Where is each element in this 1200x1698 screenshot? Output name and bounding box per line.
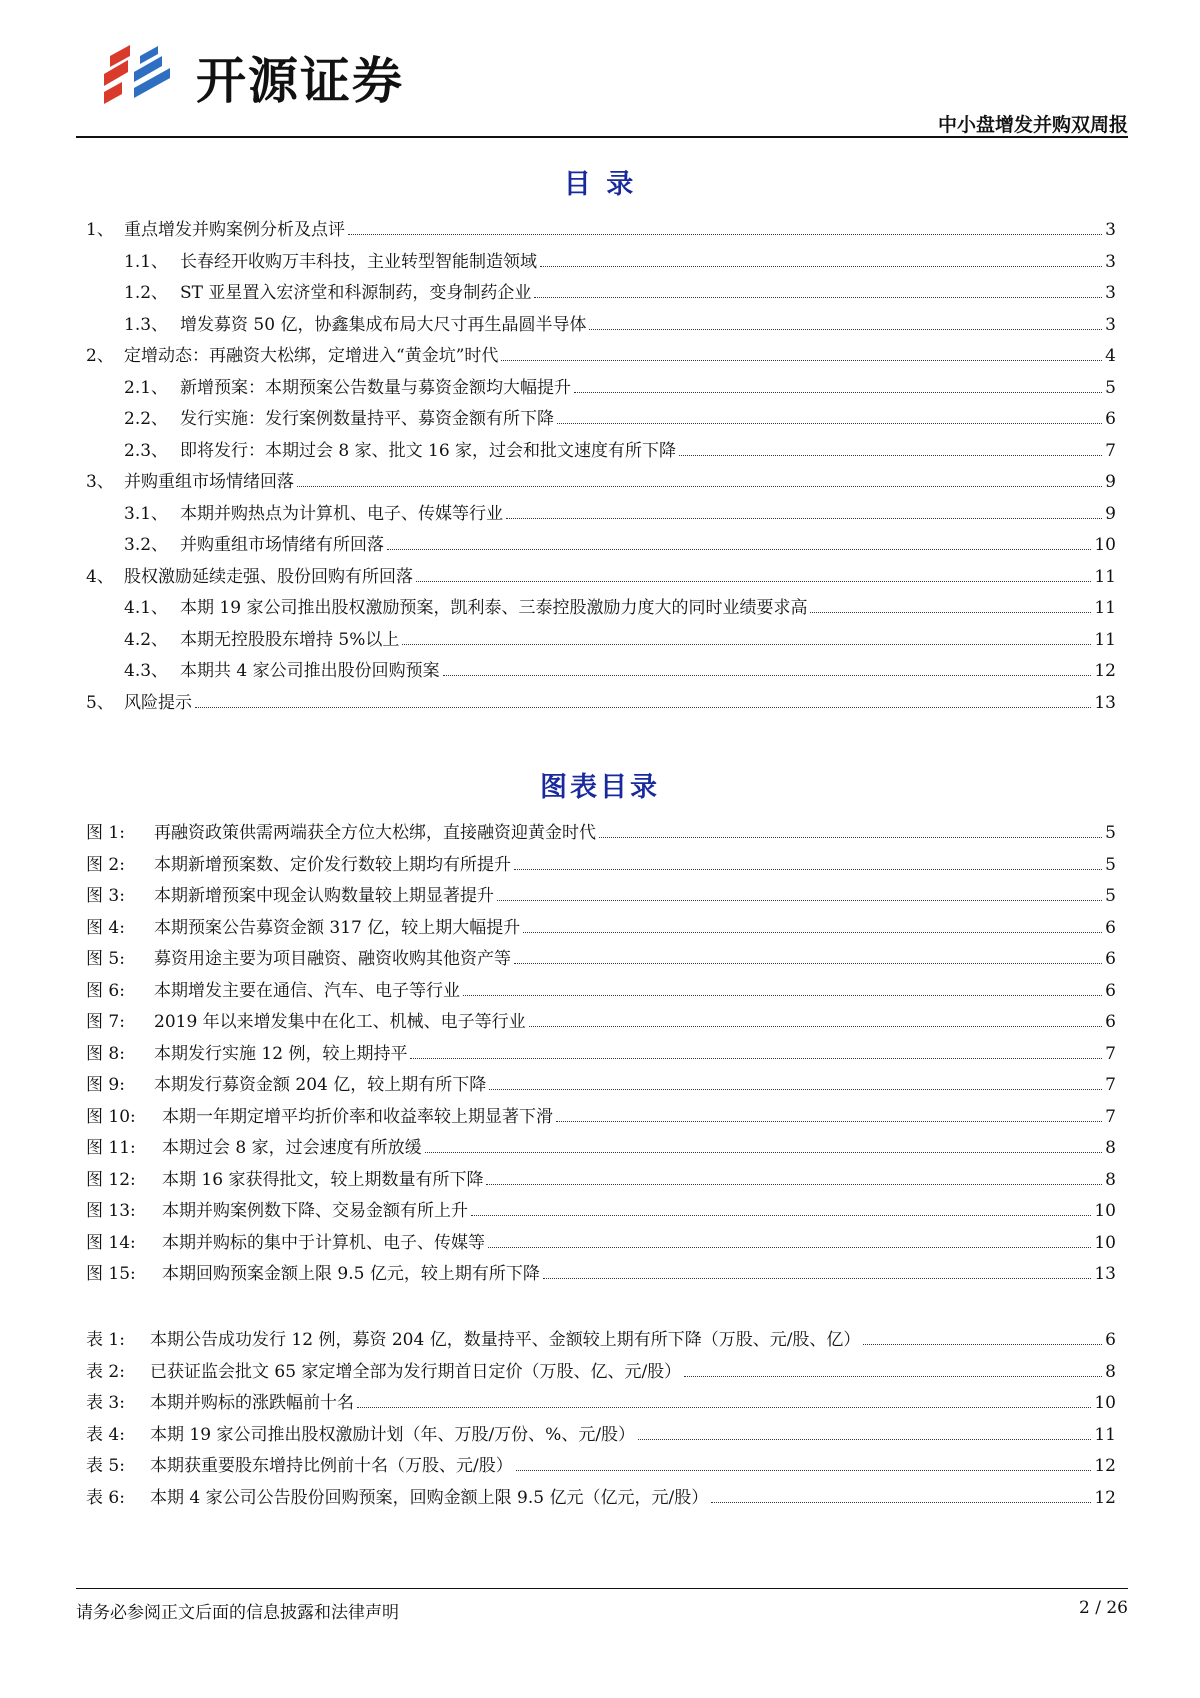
toc-entry-title: 本期共 4 家公司推出股份回购预案 — [180, 661, 440, 681]
figure-entry[interactable] — [86, 1039, 1116, 1071]
figure-entry-page: 8 — [1105, 1138, 1116, 1158]
toc-entry[interactable] — [86, 656, 1116, 688]
dot-leader — [506, 517, 1102, 519]
toc-entry-page: 4 — [1105, 346, 1116, 366]
table-entry-number: 表 6: — [86, 1487, 125, 1508]
toc-entry[interactable] — [86, 278, 1116, 310]
toc-entry-title: 本期并购热点为计算机、电子、传媒等行业 — [180, 503, 503, 524]
dot-leader — [543, 1277, 1092, 1279]
toc-entry[interactable] — [86, 215, 1116, 247]
table-entry-title: 本期 19 家公司推出股权激励计划（年、万股/万份、%、元/股） — [150, 1424, 636, 1445]
toc-entry-title: ST 亚星置入宏济堂和科源制药，变身制药企业 — [180, 283, 532, 303]
dot-leader — [410, 1057, 1102, 1059]
toc-entry[interactable] — [86, 625, 1116, 657]
report-type: 中小盘增发并购双周报 — [937, 114, 1128, 136]
figure-entry[interactable] — [86, 1007, 1116, 1039]
dot-leader — [501, 359, 1102, 361]
figure-entry-page: 8 — [1105, 1169, 1116, 1190]
table-entry-title: 已获证监会批文 65 家定增全部为发行期首日定价（万股、亿、元/股） — [150, 1361, 682, 1382]
dot-leader — [516, 1469, 1092, 1471]
toc-entry-number: 5、 — [86, 692, 114, 713]
table-entry-title: 本期 4 家公司公告股份回购预案，回购金额上限 9.5 亿元（亿元，元/股） — [150, 1487, 709, 1508]
toc-entry[interactable] — [86, 373, 1116, 405]
figure-entry-page: 6 — [1105, 917, 1116, 938]
toc-entry[interactable] — [86, 499, 1116, 531]
legal-disclaimer: 请务必参阅正文后面的信息披露和法律声明 — [76, 1603, 399, 1623]
figure-entry-title: 本期增发主要在通信、汽车、电子等行业 — [154, 980, 460, 1001]
toc-entry-number: 1、 — [86, 220, 114, 240]
figure-entry-number: 图 11: — [86, 1138, 136, 1158]
toc-entry-number: 4.1、 — [124, 598, 169, 618]
toc-entry[interactable] — [86, 530, 1116, 562]
table-entry[interactable] — [86, 1483, 1116, 1515]
figure-entry-number: 图 9: — [86, 1075, 125, 1095]
figure-entry-page: 5 — [1105, 823, 1116, 843]
toc-entry-number: 3.2、 — [124, 535, 169, 555]
figure-entry[interactable] — [86, 1133, 1116, 1165]
dot-leader — [599, 836, 1102, 838]
page-indicator: 2 / 26 — [1079, 1598, 1128, 1618]
dot-leader — [416, 580, 1091, 582]
figure-entry[interactable] — [86, 1165, 1116, 1197]
toc-entry-page: 11 — [1094, 566, 1116, 587]
figure-entry-title: 本期发行募资金额 204 亿，较上期有所下降 — [154, 1075, 487, 1095]
dot-leader — [387, 548, 1091, 550]
toc-entry[interactable] — [86, 341, 1116, 373]
figure-entry-title: 本期并购标的集中于计算机、电子、传媒等 — [162, 1232, 485, 1253]
table-entry-number: 表 5: — [86, 1456, 125, 1476]
toc-entry[interactable] — [86, 688, 1116, 720]
toc-entry[interactable] — [86, 562, 1116, 594]
toc-entry-number: 2.1、 — [124, 377, 169, 398]
dot-leader — [523, 931, 1102, 933]
table-entry-page: 6 — [1105, 1330, 1116, 1350]
figure-entry-number: 图 15: — [86, 1264, 136, 1284]
toc-entry-page: 6 — [1105, 409, 1116, 429]
dot-leader — [489, 1088, 1102, 1090]
toc-entry[interactable] — [86, 247, 1116, 279]
dot-leader — [348, 233, 1102, 235]
toc-entry-number: 1.2、 — [124, 283, 169, 303]
dot-leader — [402, 643, 1091, 645]
table-entry[interactable] — [86, 1420, 1116, 1452]
toc-entry-title: 风险提示 — [124, 692, 192, 713]
figure-entry-page: 6 — [1105, 949, 1116, 969]
figure-entry[interactable] — [86, 850, 1116, 882]
figure-entry-title: 本期回购预案金额上限 9.5 亿元，较上期有所下降 — [162, 1264, 540, 1284]
table-entry[interactable] — [86, 1388, 1116, 1420]
figure-entry-page: 10 — [1094, 1232, 1116, 1253]
figure-list-title: 图表目录 — [540, 772, 660, 803]
toc-entry-title: 并购重组市场情绪有所回落 — [180, 535, 384, 555]
footer-divider — [76, 1588, 1128, 1589]
figure-entry-number: 图 12: — [86, 1169, 136, 1190]
table-entry[interactable] — [86, 1357, 1116, 1389]
dot-leader — [486, 1183, 1102, 1185]
figure-entry[interactable] — [86, 1228, 1116, 1260]
dot-leader — [679, 454, 1102, 456]
dot-leader — [488, 1246, 1091, 1248]
toc-entry-page: 3 — [1105, 283, 1116, 303]
table-entry-page: 8 — [1105, 1361, 1116, 1382]
toc-entry-page: 3 — [1105, 220, 1116, 240]
table-list — [86, 1325, 1116, 1514]
figure-entry-title: 2019 年以来增发集中在化工、机械、电子等行业 — [154, 1012, 526, 1032]
toc-entry-title: 发行实施：发行案例数量持平、募资金额有所下降 — [180, 409, 554, 429]
dot-leader — [297, 485, 1102, 487]
figure-entry-page: 5 — [1105, 854, 1116, 875]
figure-entry-number: 图 6: — [86, 980, 125, 1001]
figure-entry-title: 本期 16 家获得批文，较上期数量有所下降 — [162, 1169, 484, 1190]
toc-entry-number: 3.1、 — [124, 503, 169, 524]
table-entry-title: 本期公告成功发行 12 例，募资 204 亿，数量持平、金额较上期有所下降（万股、元/股、亿） — [150, 1330, 861, 1350]
figure-entry-title: 募资用途主要为项目融资、融资收购其他资产等 — [154, 949, 511, 969]
toc-entry-number: 1.3、 — [124, 314, 169, 335]
dot-leader — [471, 1214, 1091, 1216]
table-entry-number: 表 2: — [86, 1361, 125, 1382]
figure-entry[interactable] — [86, 1196, 1116, 1228]
toc-entry-number: 1.1、 — [124, 251, 169, 272]
toc-entry-title: 重点增发并购案例分析及点评 — [124, 220, 345, 240]
toc-entry-page: 5 — [1105, 377, 1116, 398]
figure-entry-number: 图 2: — [86, 854, 125, 875]
figure-entry-number: 图 14: — [86, 1232, 136, 1253]
figure-entry[interactable] — [86, 818, 1116, 850]
toc-entry[interactable] — [86, 310, 1116, 342]
dot-leader — [589, 328, 1102, 330]
table-entry-title: 本期并购标的涨跌幅前十名 — [150, 1393, 354, 1413]
toc-entry-title: 即将发行：本期过会 8 家、批文 16 家，过会和批文速度有所下降 — [180, 440, 677, 461]
figure-entry-page: 7 — [1105, 1106, 1116, 1127]
toc-entry-number: 4.2、 — [124, 629, 169, 650]
figure-entry-title: 本期发行实施 12 例，较上期持平 — [154, 1043, 408, 1064]
toc-entry-title: 长春经开收购万丰科技，主业转型智能制造领域 — [180, 251, 537, 272]
dot-leader — [684, 1375, 1102, 1377]
toc-entry-page: 9 — [1105, 472, 1116, 492]
dot-leader — [534, 296, 1102, 298]
toc-entry-number: 2.3、 — [124, 440, 169, 461]
figure-entry-page: 6 — [1105, 980, 1116, 1001]
toc-entry-title: 本期 19 家公司推出股权激励预案，凯利泰、三泰控股激励力度大的同时业绩要求高 — [180, 598, 808, 618]
toc-entry[interactable] — [86, 404, 1116, 436]
toc-entry-page: 12 — [1094, 661, 1116, 681]
table-entry-number: 表 4: — [86, 1424, 125, 1445]
brand-name: 开源证券 — [196, 52, 404, 110]
dot-leader — [529, 1025, 1103, 1027]
toc-entry-title: 本期无控股股东增持 5%以上 — [180, 629, 400, 650]
toc-entry-page: 11 — [1094, 598, 1116, 618]
dot-leader — [810, 611, 1091, 613]
table-entry-number: 表 1: — [86, 1330, 125, 1350]
dot-leader — [514, 962, 1102, 964]
figure-entry-title: 本期一年期定增平均折价率和收益率较上期显著下滑 — [162, 1106, 553, 1127]
figure-entry-title: 本期新增预案数、定价发行数较上期均有所提升 — [154, 854, 511, 875]
figure-entry[interactable] — [86, 881, 1116, 913]
header-divider — [76, 136, 1128, 138]
toc-entry-title: 定增动态：再融资大松绑，定增进入“黄金坑”时代 — [124, 346, 499, 366]
figure-entry-page: 6 — [1105, 1012, 1116, 1032]
toc-entry-title: 增发募资 50 亿，协鑫集成布局大尺寸再生晶圆半导体 — [180, 314, 587, 335]
dot-leader — [540, 265, 1102, 267]
figure-entry[interactable] — [86, 944, 1116, 976]
figure-entry-number: 图 1: — [86, 823, 125, 843]
toc-entry-number: 3、 — [86, 472, 114, 492]
figure-entry-page: 5 — [1105, 886, 1116, 906]
dot-leader — [357, 1406, 1091, 1408]
dot-leader — [514, 868, 1102, 870]
table-entry[interactable] — [86, 1451, 1116, 1483]
figure-entry[interactable] — [86, 913, 1116, 945]
figure-entry-title: 再融资政策供需两端获全方位大松绑，直接融资迎黄金时代 — [154, 823, 596, 843]
figure-entry-page: 7 — [1105, 1075, 1116, 1095]
toc-entry[interactable] — [86, 436, 1116, 468]
dot-leader — [711, 1501, 1091, 1503]
toc-entry-number: 4.3、 — [124, 661, 169, 681]
toc-entry-page: 11 — [1094, 629, 1116, 650]
toc-entry[interactable] — [86, 467, 1116, 499]
figure-entry-number: 图 13: — [86, 1201, 136, 1221]
table-entry-page: 12 — [1094, 1456, 1116, 1476]
logo-mark-icon — [100, 42, 182, 112]
toc-entry-title: 新增预案：本期预案公告数量与募资金额均大幅提升 — [180, 377, 571, 398]
figure-entry[interactable] — [86, 976, 1116, 1008]
figure-entry[interactable] — [86, 1259, 1116, 1291]
figure-entry-title: 本期预案公告募资金额 317 亿，较上期大幅提升 — [154, 917, 521, 938]
figure-entry-number: 图 7: — [86, 1012, 125, 1032]
dot-leader — [638, 1438, 1091, 1440]
dot-leader — [195, 706, 1091, 708]
figure-entry-title: 本期过会 8 家，过会速度有所放缓 — [162, 1138, 422, 1158]
table-entry-page: 12 — [1094, 1487, 1116, 1508]
table-entry[interactable] — [86, 1325, 1116, 1357]
figure-entry-number: 图 4: — [86, 917, 125, 938]
toc-title: 目 录 — [563, 169, 637, 200]
dot-leader — [463, 994, 1102, 996]
toc-entry-page: 3 — [1105, 251, 1116, 272]
toc-entry-title: 股权激励延续走强、股份回购有所回落 — [124, 566, 413, 587]
dot-leader — [574, 391, 1102, 393]
table-entry-number: 表 3: — [86, 1393, 125, 1413]
figure-list — [86, 818, 1116, 1291]
table-entry-title: 本期获重要股东增持比例前十名（万股、元/股） — [150, 1456, 513, 1476]
toc-entry-number: 2.2、 — [124, 409, 169, 429]
toc-entry-title: 并购重组市场情绪回落 — [124, 472, 294, 492]
dot-leader — [425, 1151, 1103, 1153]
figure-entry-number: 图 3: — [86, 886, 125, 906]
figure-entry-number: 图 8: — [86, 1043, 125, 1064]
figure-entry-page: 7 — [1105, 1043, 1116, 1064]
figure-entry-title: 本期新增预案中现金认购数量较上期显著提升 — [154, 886, 494, 906]
toc-entry-page: 9 — [1105, 503, 1116, 524]
toc-entry-number: 2、 — [86, 346, 114, 366]
figure-entry-number: 图 5: — [86, 949, 125, 969]
dot-leader — [863, 1343, 1102, 1345]
toc-entry-page: 7 — [1105, 440, 1116, 461]
figure-entry[interactable] — [86, 1102, 1116, 1134]
dot-leader — [443, 674, 1092, 676]
brand-logo — [100, 42, 404, 112]
table-entry-page: 10 — [1094, 1393, 1116, 1413]
toc-entry[interactable] — [86, 593, 1116, 625]
figure-entry-page: 13 — [1094, 1264, 1116, 1284]
dot-leader — [556, 1120, 1102, 1122]
toc-list — [86, 215, 1116, 719]
figure-entry-number: 图 10: — [86, 1106, 136, 1127]
dot-leader — [557, 422, 1102, 424]
dot-leader — [497, 899, 1102, 901]
figure-entry-page: 10 — [1094, 1201, 1116, 1221]
toc-entry-page: 13 — [1094, 692, 1116, 713]
toc-entry-page: 10 — [1094, 535, 1116, 555]
toc-entry-page: 3 — [1105, 314, 1116, 335]
figure-entry-title: 本期并购案例数下降、交易金额有所上升 — [162, 1201, 468, 1221]
table-entry-page: 11 — [1094, 1424, 1116, 1445]
toc-entry-number: 4、 — [86, 566, 114, 587]
figure-entry[interactable] — [86, 1070, 1116, 1102]
